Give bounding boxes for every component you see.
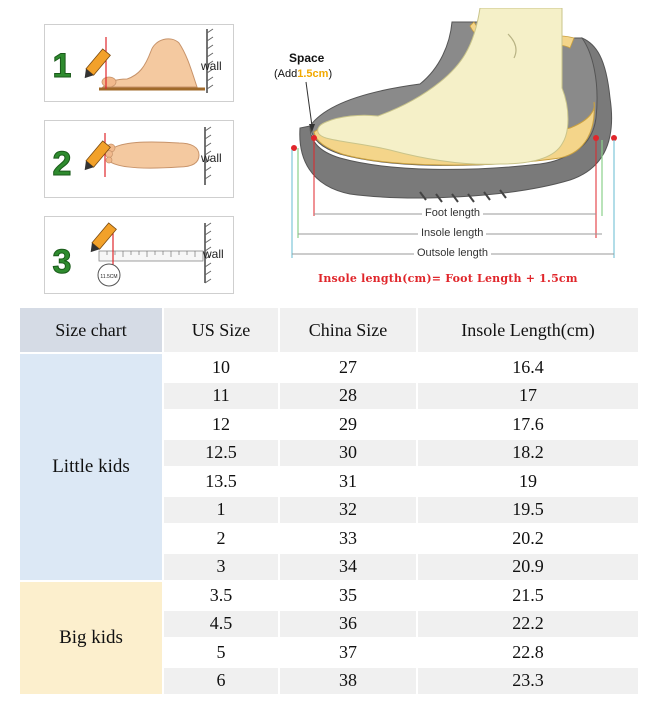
us-size-cell: 2 xyxy=(164,525,278,552)
insole-length-cell: 17.6 xyxy=(418,411,638,438)
insole-length-cell: 21.5 xyxy=(418,582,638,609)
step-2-panel xyxy=(44,120,234,198)
table-row xyxy=(20,582,638,609)
foot-length-label: Foot length xyxy=(422,207,483,219)
us-size-cell: 6 xyxy=(164,668,278,695)
us-size-cell: 1 xyxy=(164,497,278,524)
china-size-cell: 37 xyxy=(280,639,416,666)
china-size-cell: 27 xyxy=(280,354,416,381)
insole-length-cell: 17 xyxy=(418,383,638,410)
us-size-cell: 11 xyxy=(164,383,278,410)
insole-length-cell: 23.3 xyxy=(418,668,638,695)
insole-length-cell: 19 xyxy=(418,468,638,495)
china-size-cell: 38 xyxy=(280,668,416,695)
header-china-size: China Size xyxy=(280,308,416,352)
header-size-chart: Size chart xyxy=(20,308,162,352)
insole-formula: Insole length(cm)= Foot Length + 1.5cm xyxy=(318,272,578,285)
insole-length-cell: 20.2 xyxy=(418,525,638,552)
add-suffix: ) xyxy=(328,68,333,80)
add-space-note xyxy=(274,68,332,80)
step-number-1 xyxy=(49,33,75,91)
space-label: Space xyxy=(289,51,325,65)
step-1-panel xyxy=(44,24,234,102)
wall-label: wall xyxy=(203,247,224,261)
us-size-cell: 5 xyxy=(164,639,278,666)
insole-length-cell: 16.4 xyxy=(418,354,638,381)
group-little-kids: Little kids xyxy=(20,354,162,580)
insole-length-cell: 20.9 xyxy=(418,554,638,581)
us-size-cell: 3.5 xyxy=(164,582,278,609)
shoe-diagram xyxy=(270,8,640,298)
us-size-cell: 12 xyxy=(164,411,278,438)
insole-length-cell: 18.2 xyxy=(418,440,638,467)
wall-label: wall xyxy=(201,59,222,73)
us-size-cell: 10 xyxy=(164,354,278,381)
china-size-cell: 29 xyxy=(280,411,416,438)
step-number-text: 3 xyxy=(52,243,72,281)
step-number-2 xyxy=(49,129,75,187)
china-size-cell: 35 xyxy=(280,582,416,609)
insole-length-label: Insole length xyxy=(418,227,486,239)
china-size-cell: 31 xyxy=(280,468,416,495)
insole-length-cell: 22.2 xyxy=(418,611,638,638)
step-number-text: 1 xyxy=(52,47,72,85)
us-size-cell: 12.5 xyxy=(164,440,278,467)
china-size-cell: 36 xyxy=(280,611,416,638)
china-size-cell: 34 xyxy=(280,554,416,581)
step-3-panel xyxy=(44,216,234,294)
header-insole-length: Insole Length(cm) xyxy=(418,308,638,352)
size-chart-table xyxy=(18,306,640,696)
wall-label: wall xyxy=(201,151,222,165)
step-number-3 xyxy=(49,225,75,283)
outsole-length-label: Outsole length xyxy=(414,247,491,259)
ruler-reading-label: 11.5CM xyxy=(100,274,118,280)
add-value: 1.5cm xyxy=(297,68,329,80)
table-row xyxy=(20,354,638,381)
insole-length-cell: 19.5 xyxy=(418,497,638,524)
china-size-cell: 32 xyxy=(280,497,416,524)
table-header-row xyxy=(20,308,638,352)
us-size-cell: 4.5 xyxy=(164,611,278,638)
insole-length-cell: 22.8 xyxy=(418,639,638,666)
us-size-cell: 13.5 xyxy=(164,468,278,495)
step-number-text: 2 xyxy=(52,145,72,183)
header-us-size: US Size xyxy=(164,308,278,352)
add-prefix: (Add xyxy=(274,68,298,80)
china-size-cell: 33 xyxy=(280,525,416,552)
us-size-cell: 3 xyxy=(164,554,278,581)
china-size-cell: 28 xyxy=(280,383,416,410)
group-big-kids: Big kids xyxy=(20,582,162,694)
china-size-cell: 30 xyxy=(280,440,416,467)
